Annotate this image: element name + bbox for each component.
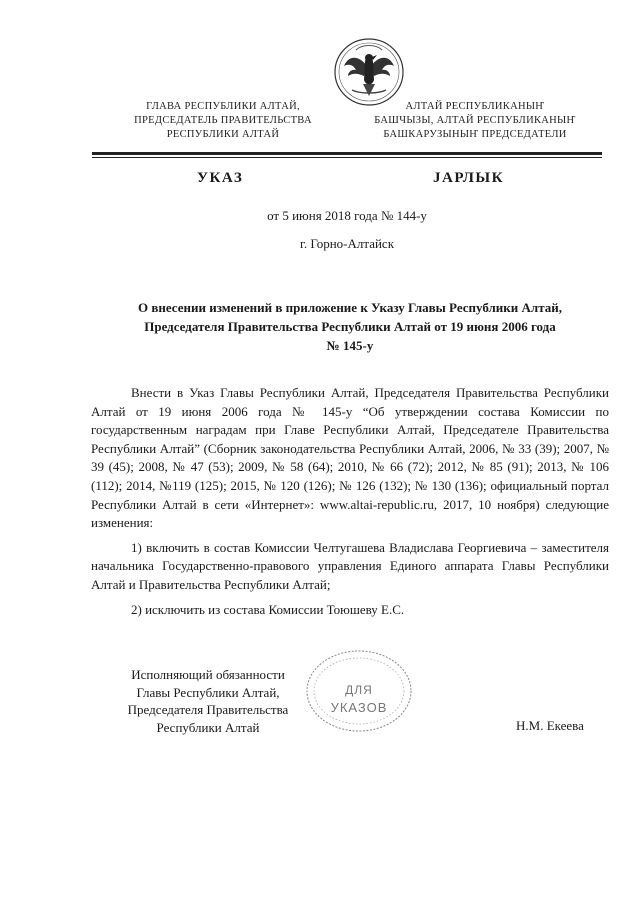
body-item-2: 2) исключить из состава Комиссии Тоюшеву Е.С. xyxy=(131,601,405,617)
document-title-altai: JАРЛЫК xyxy=(433,170,505,186)
document-city: г. Горно-Алтайск xyxy=(299,236,395,251)
header-divider xyxy=(92,152,602,155)
document-subject xyxy=(100,298,600,355)
document-body xyxy=(91,384,609,619)
issuer-header-russian xyxy=(118,100,328,142)
issuer-line: ГЛАВА РЕСПУБЛИКИ АЛТАЙ, xyxy=(146,101,300,112)
subject-line: Председателя Правительства Республики Алтай от 19 июня 2006 года xyxy=(144,319,556,334)
body-intro-paragraph: Внести в Указ Главы Республики Алтай, Председателя Правительства Республики Алтай от 19 июня 2006 года № 145-у “Об утверждении состава Комиссии по государственным наградам при Главе Республики Алтай, Председателе Правительства Республики Алтай” (Сборник законодательства Республики Алтай, 2006, № 33 (39); 2007, № 39 (45); 2008, № 47 (53); 2009, № 58 (64); 2010, № 66 (72); 2012, № 85 (91); 2013, № 106 (112); 2014, №119 (125); 2015, № 120 (126); № 126 (132); № 130 (136); официальный портал Республики Алтай в сети «Интернет»: www.altai-republic.ru, 2017, 10 ноября) следующие изменения: xyxy=(91,385,609,531)
issuer-header-altai xyxy=(360,100,590,142)
signatory-position xyxy=(108,666,308,736)
issuer-line: БАШКАРУЗЫНЫҤ ПРЕДСЕДАТЕЛИ xyxy=(383,129,567,140)
header-divider-thin xyxy=(92,157,602,158)
signer-name: Н.М. Екеева xyxy=(516,718,584,733)
body-item-1: 1) включить в состав Комиссии Челтугашева Владислава Георгиевича – заместителя начальника Государственно-правового управления Единого аппарата Главы Республики Алтай и Правительства Республики Алтай; xyxy=(91,539,609,592)
issuer-line: РЕСПУБЛИКИ АЛТАЙ xyxy=(166,129,280,140)
position-line: Республики Алтай xyxy=(156,719,260,735)
position-line: Исполняющий обязанности xyxy=(131,667,285,682)
position-line: Главы Республики Алтай, xyxy=(136,684,280,700)
stamp-text-bottom: УКАЗОВ xyxy=(330,700,388,715)
issuer-line: ПРЕДСЕДАТЕЛЬ ПРАВИТЕЛЬСТВА xyxy=(134,115,312,126)
document-date-number: от 5 июня 2018 года № 144-у xyxy=(267,208,427,223)
document-title-russian: УКАЗ xyxy=(197,170,244,186)
stamp-seal xyxy=(304,648,414,734)
issuer-line: БАШЧЫЗЫ, АЛТАЙ РЕСПУБЛИКАНЫҤ xyxy=(374,115,576,126)
coat-of-arms-icon xyxy=(330,36,408,108)
position-line: Председателя Правительства xyxy=(127,702,289,718)
subject-line: О внесении изменений в приложение к Указу Главы Республики Алтай, xyxy=(137,300,562,315)
subject-line: № 145-у xyxy=(326,338,374,353)
stamp-text-top: ДЛЯ xyxy=(345,683,373,697)
issuer-line: АЛТАЙ РЕСПУБЛИКАНЫҤ xyxy=(405,101,545,112)
